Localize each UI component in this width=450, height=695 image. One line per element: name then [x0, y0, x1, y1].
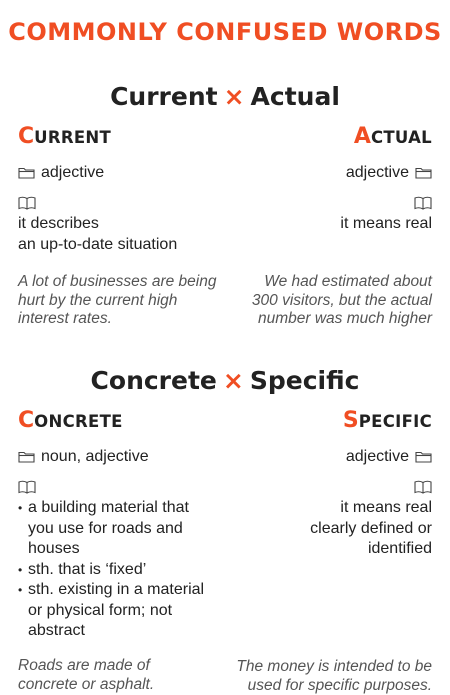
part-of-speech [18, 164, 104, 182]
part-of-speech [346, 164, 432, 182]
word-card-concrete [18, 408, 218, 693]
pair-heading [0, 82, 450, 111]
word-initial: S [342, 408, 359, 433]
pair-right-title: Actual [250, 82, 340, 111]
meaning-line: an up-to-date situation [18, 235, 178, 253]
word-rest: PECIFIC [358, 412, 432, 431]
meaning-line: identified [367, 540, 432, 557]
word-initial: C [18, 124, 35, 149]
meaning [18, 214, 177, 255]
pair-separator: × [223, 82, 245, 111]
word-heading [18, 124, 111, 149]
pair-right-title: Specific [249, 366, 360, 395]
page-title: COMMONLY CONFUSED WORDS [8, 18, 442, 46]
part-of-speech-text: adjective [345, 448, 409, 465]
word-rest: URRENT [34, 128, 112, 147]
meaning-list [18, 498, 218, 642]
word-initial: A [353, 124, 371, 149]
word-heading [354, 124, 432, 149]
word-heading [343, 408, 432, 433]
meaning-line: it means real [340, 499, 432, 516]
pair-left-title: Current [110, 82, 218, 111]
word-card-specific [232, 408, 432, 694]
example-sentence: A lot of businesses are being hurt by the current high interest rates. [18, 273, 217, 327]
part-of-speech-text: adjective [41, 164, 105, 181]
meaning-item: • a building material that you use for roads and houses [18, 498, 218, 560]
folder-icon [415, 450, 432, 463]
word-card-current [18, 124, 218, 334]
word-rest: ONCRETE [34, 412, 123, 431]
word-card-actual [232, 124, 432, 334]
part-of-speech-text: adjective [345, 164, 409, 181]
book-icon [414, 196, 432, 210]
word-heading [18, 408, 123, 433]
word-initial: C [18, 408, 35, 433]
meaning-line: it means real [340, 215, 432, 232]
pair-heading [0, 366, 450, 395]
book-icon [414, 480, 432, 494]
book-icon [18, 196, 36, 210]
part-of-speech-text: noun, adjective [41, 448, 149, 465]
example-sentence: Roads are made of concrete or asphalt. [18, 657, 155, 693]
word-rest: CTUAL [370, 128, 432, 147]
meaning [340, 214, 432, 235]
example-sentence: We had estimated about 300 visitors, but the actual number was much higher [251, 273, 432, 327]
meaning-line: clearly defined or [310, 519, 432, 537]
meaning-line: it describes [18, 215, 99, 232]
meaning [310, 498, 432, 560]
example-sentence: The money is intended to be used for specific purposes. [236, 658, 432, 694]
part-of-speech [18, 448, 149, 466]
meaning-item: • sth. existing in a material or physical form; not abstract [18, 580, 218, 642]
folder-icon [18, 166, 35, 179]
book-icon [18, 480, 36, 494]
pair-separator: × [222, 366, 244, 395]
pair-left-title: Concrete [90, 366, 217, 395]
folder-icon [18, 450, 35, 463]
part-of-speech [346, 448, 432, 466]
meaning-item: • sth. that is ‘fixed’ [18, 560, 218, 581]
folder-icon [415, 166, 432, 179]
meaning [18, 498, 218, 642]
